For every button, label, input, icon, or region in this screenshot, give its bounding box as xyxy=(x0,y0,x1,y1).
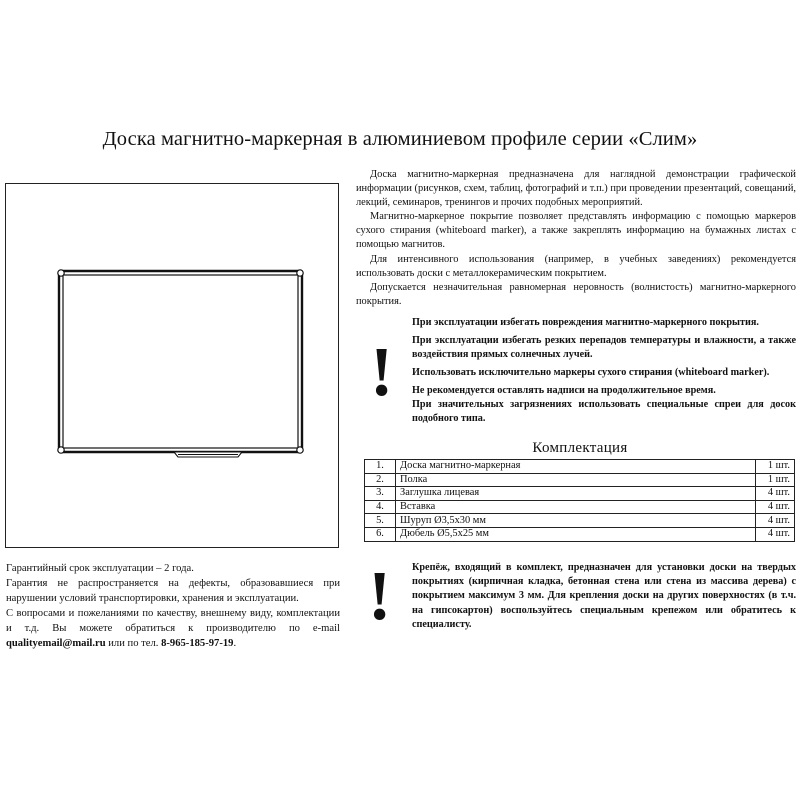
table-row xyxy=(365,460,795,474)
row-item: Дюбель Ø5,5х25 мм xyxy=(396,527,756,541)
row-quantity: 4 шт. xyxy=(756,500,795,514)
row-item: Доска магнитно-маркерная xyxy=(396,460,756,474)
contact-email: qualityemail@mail.ru xyxy=(6,638,106,649)
corner-caps xyxy=(58,270,303,453)
row-quantity: 1 шт. xyxy=(756,473,795,487)
kit-table xyxy=(364,459,795,542)
product-description xyxy=(356,168,796,309)
warning-item: Не рекомендуется оставлять надписи на продолжительное время. xyxy=(412,385,716,396)
table-row xyxy=(365,527,795,541)
warning-item: При эксплуатации избегать резких перепадов температуры и влажности, а также воздействия прямых солнечных лучей. xyxy=(412,335,796,360)
kit-title: Комплектация xyxy=(532,440,628,456)
warning-item: При эксплуатации избегать повреждения магнитно-маркерного покрытия. xyxy=(412,317,759,328)
phone-intro: или по тел. xyxy=(108,638,159,649)
table-row xyxy=(365,500,795,514)
table-row xyxy=(365,514,795,528)
row-number: 3. xyxy=(365,487,396,501)
marker-shelf xyxy=(174,452,242,457)
contact-info xyxy=(6,606,340,651)
board-profile xyxy=(59,271,302,452)
warning-item: При значительных загрязнениях использовать специальные спреи для досок подобного типа. xyxy=(412,399,796,424)
contact-phone: 8-965-185-97-19 xyxy=(161,638,234,649)
row-item: Вставка xyxy=(396,500,756,514)
sentence-end: . xyxy=(233,638,237,649)
description-paragraph: Доска магнитно-маркерная предназначена для наглядной демонстрации графической информации (рисунков, схем, таблиц, фотографий и т.п.) при проведении презентаций, совещаний, лекций, семинаров, тренингов и прочих подобных мероприятий. xyxy=(356,169,796,209)
guarantee-info xyxy=(6,561,340,651)
guarantee-period: Гарантийный срок эксплуатации – 2 года. xyxy=(6,563,194,574)
description-paragraph: Допускается незначительная равномерная неровность (волнистость) магнитно-маркерного покрытия. xyxy=(356,281,796,307)
description-paragraph: Магнитно-маркерное покрытие позволяет представлять информацию с помощью маркеров сухого стирания (whiteboard marker), а также закреплять информацию на бумажных листах с помощью магнитов. xyxy=(356,211,796,251)
row-item: Заглушка лицевая xyxy=(396,487,756,501)
row-quantity: 4 шт. xyxy=(756,527,795,541)
mounting-note: Крепёж, входящий в комплект, предназначен для установки доски на твердых покрытиях (кирпичная кладка, бетонная стена или стена из массива дерева) с покрытием максимум 3 мм. Для крепления доски на других поверхностях (в т.ч. на гипсокартон) воспользуйтесь специальным крепежом или обратитесь к специалисту. xyxy=(412,562,796,630)
usage-warnings xyxy=(412,316,796,426)
exclamation-icon: ! xyxy=(368,558,392,635)
row-number: 2. xyxy=(365,473,396,487)
warning-item: Использовать исключительно маркеры сухого стирания (whiteboard marker). xyxy=(412,367,770,378)
row-number: 6. xyxy=(365,527,396,541)
row-number: 1. xyxy=(365,460,396,474)
row-quantity: 4 шт. xyxy=(756,487,795,501)
description-paragraph: Для интенсивного использования (например, в учебных заведениях) рекомендуется использовать доски с металлокерамическим покрытием. xyxy=(356,253,796,279)
page-title: Доска магнитно-маркерная в алюминиевом профиле серии «Слим» xyxy=(102,128,698,150)
row-item: Шуруп Ø3,5х30 мм xyxy=(396,514,756,528)
row-item: Полка xyxy=(396,473,756,487)
table-row xyxy=(365,473,795,487)
row-quantity: 4 шт. xyxy=(756,514,795,528)
contact-intro: С вопросами и пожеланиями по качеству, внешнему виду, комплектации и т.д. Вы можете обратиться к производителю по e-mail xyxy=(6,608,340,634)
whiteboard-illustration xyxy=(6,184,340,549)
guarantee-exclusions: Гарантия не распространяется на дефекты, образовавшиеся при нарушении условий транспортировки, хранения и эксплуатации. xyxy=(6,578,340,604)
exclamation-icon: ! xyxy=(370,334,394,411)
row-number: 4. xyxy=(365,500,396,514)
row-number: 5. xyxy=(365,514,396,528)
row-quantity: 1 шт. xyxy=(756,460,795,474)
board-illustration-frame xyxy=(5,183,339,548)
table-row xyxy=(365,487,795,501)
